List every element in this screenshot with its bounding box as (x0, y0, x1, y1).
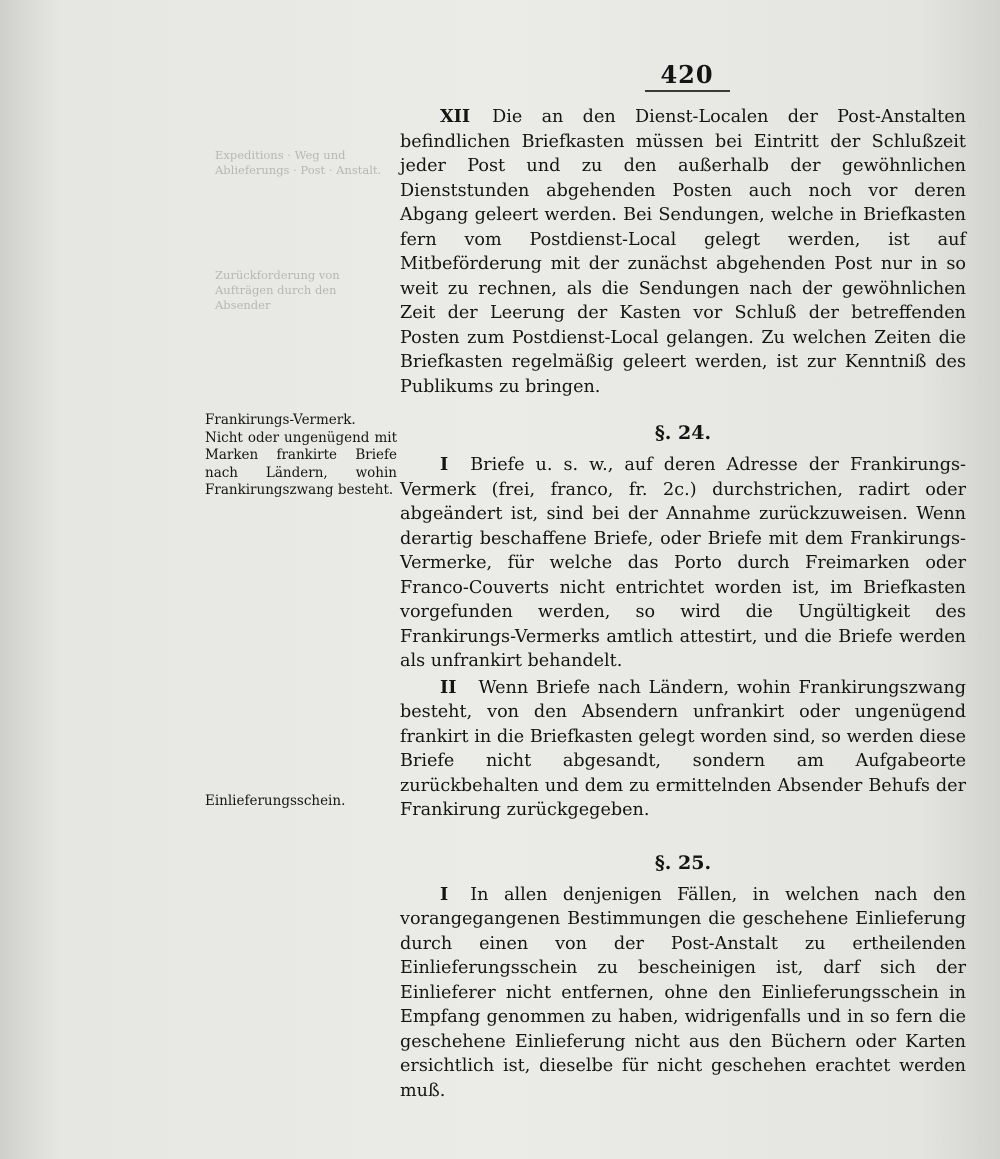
main-text-column (400, 105, 966, 1103)
section-25-para-i (400, 883, 966, 1104)
section-25-para-i-text: In allen denjenigen Fällen, in welchen nach den vorangegangenen Bestimmungen die geschehene Einlieferung durch einen von der Post-Anstalt zu ertheilenden Einlieferungsschein zu bescheinigen ist, darf sich der Einlieferer nicht entfernen, ohne den Einlieferungsschein in Empfang genommen zu haben, widrigenfalls und in so fern die geschehene Einlieferung nicht aus den Büchern oder Karten ersichtlich ist, dieselbe für nicht geschehen erachtet werden muß. (400, 884, 966, 1101)
margin-note-frankirung: Frankirungs-Vermerk. Nicht oder ungenügend mit Marken frankirte Briefe nach Ländern, wohin Frankirungszwang besteht. (205, 412, 397, 498)
page-number: 420 (660, 60, 714, 89)
section-xii-paragraph (400, 105, 966, 399)
bleed-through-note-2: Zurückforderung von Aufträgen durch den Absender (215, 268, 340, 312)
section-24-para-i-text: Briefe u. s. w., auf deren Adresse der Frankirungs-Vermerk (frei, franco, fr. 2c.) durchstrichen, radirt oder abgeändert ist, sind bei der Annahme zurückzuweisen. Wenn derartig beschaffene Briefe, oder Briefe mit dem Frankirungs-Vermerke, für welche das Porto durch Freimarken oder Franco-Couverts nicht entrichtet worden ist, im Briefkasten vorgefunden werden, so wird die Ungültigkeit des Frankirungs-Vermerks amtlich attestirt, und die Briefe werden als unfrankirt behandelt. (400, 455, 966, 671)
section-24-para-ii (400, 676, 966, 823)
section-24-para-ii-number: II (440, 676, 457, 698)
section-xii-text: Die an den Dienst-Localen der Post-Anstalten befindlichen Briefkasten müssen bei Eintritt der Schlußzeit jeder Post und zu den außerhalb der gewöhnlichen Dienststunden abgehenden Posten auch noch vor deren Abgang geleert werden. Bei Sendungen, welche in Briefkasten fern vom Postdienst-Local gelegt werden, ist auf Mitbeförderung mit der zunächst abgehenden Post nur in so weit zu rechnen, als die Sendungen nach der gewöhnlichen Zeit der Leerung der Kasten vor Schluß der betreffenden Posten zum Postdienst-Local gelangen. Zu welchen Zeiten die Briefkasten regelmäßig geleert werden, ist zur Kenntniß des Publikums zu bringen. (400, 107, 966, 397)
section-24-heading: §. 24. (654, 422, 712, 444)
section-25-para-i-number: I (440, 883, 449, 905)
section-24-para-i (400, 453, 966, 674)
bleed-through-note-1: Expeditions · Weg und Ablieferungs · Post · Anstalt. (215, 148, 382, 177)
page-number-rule (645, 90, 730, 92)
section-25-heading: §. 25. (654, 851, 712, 874)
section-xii-number: XII (440, 106, 471, 127)
section-24-para-ii-text: Wenn Briefe nach Ländern, wohin Frankirungszwang besteht, von den Absendern unfrankirt oder ungenügend frankirt in die Briefkasten gelegt worden sind, so werden diese Briefe nicht abgesandt, sondern am Aufgabeorte zurückbehalten und dem zu ermittelnden Absender Behufs der Frankirung zurückgegeben. (400, 677, 966, 820)
section-24-para-i-number: I (440, 454, 449, 475)
margin-note-einlieferungsschein: Einlieferungsschein. (205, 793, 346, 809)
